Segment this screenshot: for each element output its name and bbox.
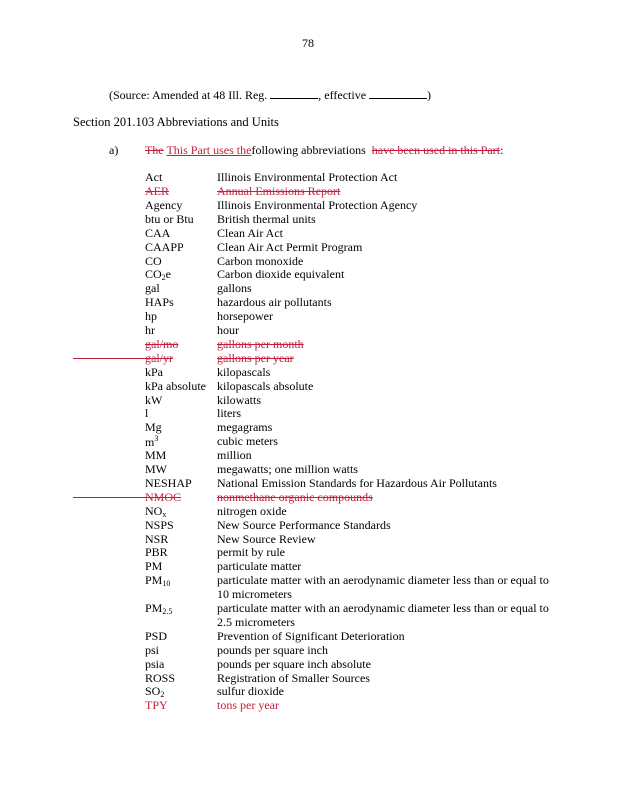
abbreviation: TPY <box>145 698 168 712</box>
definition: New Source Performance Standards <box>217 518 391 532</box>
deletion-line <box>73 497 145 498</box>
abbreviation: $NO_x$ <box>145 504 167 519</box>
definition: pounds per square inch absolute <box>217 657 371 671</box>
source-middle: , effective <box>318 88 367 102</box>
definition: Annual Emissions Report <box>217 184 341 198</box>
deleted-text: have been used in this Part <box>371 143 501 157</box>
definition: Prevention of Significant Deterioration <box>217 629 405 643</box>
abbreviation: btu or Btu <box>145 212 194 226</box>
abbreviation: MW <box>145 462 167 476</box>
definition: pounds per square inch <box>217 643 328 657</box>
abbreviation: gal <box>145 281 160 295</box>
abbreviation: $PM_{10}$ <box>145 573 171 588</box>
intro-plain-text: following abbreviations <box>251 143 366 157</box>
abbreviation: CO <box>145 254 162 268</box>
abbreviation: $SO_2$ <box>145 684 165 699</box>
definition: Illinois Environmental Protection Agency <box>217 198 418 212</box>
definition: particulate matter with an aerodynamic diameter less than or equal to 2.5 micrometers <box>217 601 549 629</box>
definition: Clean Air Act <box>217 226 283 240</box>
abbreviation: $PM_{2.5}$ <box>145 601 173 616</box>
deletion-line <box>73 358 145 359</box>
abbreviation: PSD <box>145 629 168 643</box>
definition: Registration of Smaller Sources <box>217 671 370 685</box>
abbreviation: NMOC <box>145 490 182 504</box>
inserted-text: This Part uses the <box>166 143 252 157</box>
abbreviation: hp <box>145 309 157 323</box>
abbreviation: HAPs <box>145 295 174 309</box>
page-number: 78 <box>302 36 314 50</box>
abbreviation: NSR <box>145 532 169 546</box>
abbreviation: $m^3$ <box>145 434 159 449</box>
abbreviation: NSPS <box>145 518 174 532</box>
definition: New Source Review <box>217 532 316 546</box>
definition: horsepower <box>217 309 273 323</box>
definition: kilopascals absolute <box>217 379 314 393</box>
abbreviation: kW <box>145 393 163 407</box>
abbreviation: gal/yr <box>145 351 173 365</box>
definition: Carbon monoxide <box>217 254 304 268</box>
abbreviation: PBR <box>145 545 168 559</box>
definition: particulate matter with an aerodynamic diameter less than or equal to 10 micrometers <box>217 573 549 601</box>
intro-colon: : <box>500 143 504 157</box>
deleted-text: The <box>145 143 164 157</box>
abbreviation: AER <box>145 184 169 198</box>
definition: gallons <box>217 281 252 295</box>
definition: Illinois Environmental Protection Act <box>217 170 398 184</box>
definition: hazardous air pollutants <box>217 295 332 309</box>
abbreviation: Mg <box>145 420 162 434</box>
definition: liters <box>217 406 241 420</box>
definition: National Emission Standards for Hazardous Air Pollutants <box>217 476 497 490</box>
source-suffix: ) <box>427 88 432 102</box>
abbreviation: psi <box>145 643 160 657</box>
abbreviation: Act <box>145 170 163 184</box>
definition: cubic meters <box>217 434 278 448</box>
definition: kilowatts <box>217 393 261 407</box>
definition: Clean Air Act Permit Program <box>217 240 363 254</box>
abbreviation: ROSS <box>145 671 176 685</box>
definition: particulate matter <box>217 559 302 573</box>
abbreviation: psia <box>145 657 165 671</box>
subsection-label: a) <box>109 143 119 157</box>
abbreviation: gal/mo <box>145 337 179 351</box>
abbreviation: l <box>145 406 149 420</box>
abbreviation: MM <box>145 448 167 462</box>
definition: British thermal units <box>217 212 316 226</box>
abbreviation: kPa absolute <box>145 379 206 393</box>
definition: gallons per month <box>217 337 304 351</box>
definition: tons per year <box>217 698 279 712</box>
source-blank-2 <box>369 98 427 99</box>
abbreviation: hr <box>145 323 155 337</box>
definition: nonmethane organic compounds <box>217 490 373 504</box>
definition: million <box>217 448 252 462</box>
abbreviation: Agency <box>145 198 183 212</box>
section-heading: Section 201.103 Abbreviations and Units <box>73 115 279 129</box>
definition: permit by rule <box>217 545 285 559</box>
definition: hour <box>217 323 239 337</box>
definition: kilopascals <box>217 365 271 379</box>
definition: sulfur dioxide <box>217 684 284 698</box>
abbreviation: CAA <box>145 226 171 240</box>
subsection-intro <box>145 143 503 158</box>
source-blank-1 <box>270 98 318 99</box>
abbreviation: $CO_2e$ <box>145 267 171 282</box>
definition: megawatts; one million watts <box>217 462 358 476</box>
source-prefix: (Source: Amended at 48 Ill. Reg. <box>109 88 268 102</box>
abbreviation: PM <box>145 559 163 573</box>
definition: gallons per year <box>217 351 294 365</box>
abbreviation: NESHAP <box>145 476 192 490</box>
abbreviation: kPa <box>145 365 163 379</box>
definition: megagrams <box>217 420 273 434</box>
definition: Carbon dioxide equivalent <box>217 267 345 281</box>
source-note <box>109 88 431 103</box>
definition: nitrogen oxide <box>217 504 287 518</box>
abbreviation: CAAPP <box>145 240 184 254</box>
